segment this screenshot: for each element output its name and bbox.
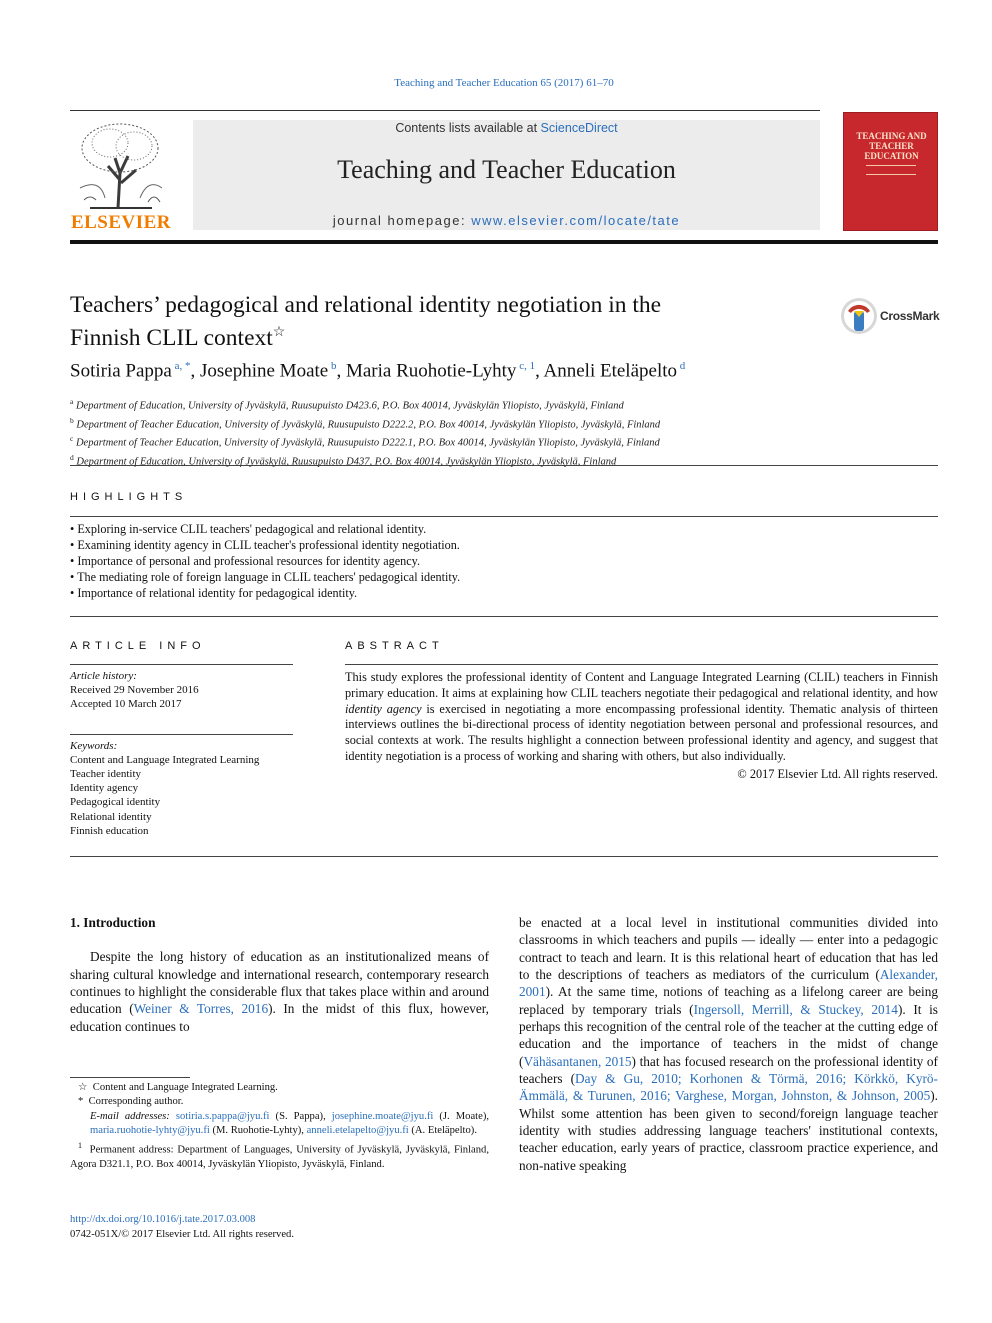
author-name[interactable]: Sotiria Pappa <box>70 360 172 382</box>
highlights-heading: HIGHLIGHTS <box>70 491 188 503</box>
issn-copyright: 0742-051X/© 2017 Elsevier Ltd. All rights reserved. <box>70 1229 295 1240</box>
homepage-prefix: journal homepage: <box>332 213 472 228</box>
author-list: Sotiria Pappa $^{a, *}$, Josephine Moate $^b$, Maria Ruohotie-Lyhty $^{c, 1}$, Anneli Eteläpelto $^d$ <box>70 360 686 382</box>
crossmark-label: CrossMark <box>880 309 940 323</box>
elsevier-wordmark: ELSEVIER <box>70 212 172 233</box>
article-history <box>70 669 293 712</box>
history-label: Article history: <box>70 670 137 682</box>
homepage-link[interactable]: www.elsevier.com/locate/tate <box>471 213 681 228</box>
footnote-corresponding: * Corresponding author. <box>78 1096 184 1108</box>
doi-link[interactable]: http://dx.doi.org/10.1016/j.tate.2017.03.008 <box>70 1214 256 1225</box>
citation-link[interactable]: Day & Gu, 2010; Korhonen & Törmä, 2016; Körkkö, Kyrö-Ämmälä, & Turunen, 2016; Varghese, Morgan, Johnston, & Johnson, 2005 <box>519 1071 938 1104</box>
affiliation: $^a$ Department of Education, University of Jyväskylä, Ruusupuisto D423.6, P.O. Box 40014, Jyväskylän Yliopisto, Jyväskylä, Finland <box>70 397 624 412</box>
doi-block <box>70 1212 294 1242</box>
crossmark-icon <box>840 297 878 335</box>
citation-link[interactable]: Alexander, 2001 <box>519 967 938 1000</box>
footnote-emails: E-mail addresses: sotiria.s.pappa@jyu.fi (S. Pappa), josephine.moate@jyu.fi (J. Moate), maria.ruohotie-lyhty@jyu.fi (M. Ruohotie-Lyhty), anneli.etelapelto@jyu.fi (A. Eteläpelto). <box>90 1110 489 1137</box>
abstract-copyright: © 2017 Elsevier Ltd. All rights reserved. <box>737 766 938 781</box>
footnote-rule <box>70 1077 190 1078</box>
cover-subtitle-lines <box>866 165 916 175</box>
article-title <box>70 291 790 352</box>
title-footnote-star[interactable]: ☆ <box>272 325 286 340</box>
email-link[interactable]: josephine.moate@jyu.fi <box>331 1110 434 1122</box>
divider <box>70 664 293 665</box>
author-name[interactable]: Josephine Moate <box>200 360 329 382</box>
header-thick-rule <box>70 240 938 244</box>
author-sup[interactable]: a, * <box>174 360 191 372</box>
header-top-rule <box>70 110 820 111</box>
highlight-item: • Examining identity agency in CLIL teacher's professional identity negotiation. <box>70 538 460 552</box>
body-left-column <box>70 914 489 1035</box>
divider <box>70 516 938 517</box>
sciencedirect-link[interactable]: ScienceDirect <box>540 121 618 135</box>
footnote-permanent-address: $^1$ Permanent address: Department of Languages, University of Jyväskylä, Jyväskylä, Finland, Agora D321.1, P.O. Box 40014, Jyväskylän Yliopisto, Jyväskylä, Finland. <box>70 1140 489 1170</box>
highlight-item: • Exploring in-service CLIL teachers' pedagogical and relational identity. <box>70 522 427 536</box>
divider <box>70 465 938 466</box>
article-info-heading: ARTICLE INFO <box>70 640 206 652</box>
abstract-heading: ABSTRACT <box>345 640 444 652</box>
citation-link[interactable]: Weiner & Torres, 2016 <box>133 1001 269 1017</box>
divider <box>345 664 938 665</box>
divider <box>70 734 293 735</box>
author-sup[interactable]: c, 1 <box>519 360 536 372</box>
article-info-column <box>70 640 293 838</box>
keyword: Teacher identity <box>70 768 142 781</box>
keyword: Content and Language Integrated Learning <box>70 753 260 766</box>
journal-citation-link[interactable]: Teaching and Teacher Education 65 (2017) 61–70 <box>394 77 614 89</box>
author-sup[interactable]: d <box>679 360 686 372</box>
journal-title: Teaching and Teacher Education <box>337 155 676 184</box>
abstract-column <box>345 640 938 783</box>
citation-link[interactable]: Ingersoll, Merrill, & Stuckey, 2014 <box>693 1001 898 1017</box>
cover-title: TEACHING AND TEACHER EDUCATION <box>856 131 927 161</box>
highlights-list <box>70 521 938 601</box>
keyword: Pedagogical identity <box>70 796 161 809</box>
section-heading: 1. Introduction <box>70 915 156 930</box>
abstract-text: This study explores the professional identity of Content and Language Integrated Learning (CLIL) teachers in Finnish primary education. It aims at explaining how CLIL teachers negotiate their pedagogical and relational identity, and how identity agency is exercised in negotiating a more encompassing professional identity. Thematic analysis of thirteen interviews outlines the bi-directional process of identity negotiation between personal and professional resources, and social contexts at work. The results highlight a connection between professional identity and agency, and suggest that identity negotiation is a process of working and sharing with others, but also individually. <box>345 670 938 763</box>
affiliation: $^d$ Department of Education, University of Jyväskylä, Ruusupuisto D437, P.O. Box 40014, Jyväskylän Yliopisto, Jyväskylä, Finland <box>70 452 617 467</box>
contents-available-line <box>193 121 820 135</box>
body-paragraph: Despite the long history of education as an institutionalized means of sharing cultural knowledge and international research, contemporary research continues to highlight the considerable flux that takes place within and around education (Weiner & Torres, 2016). In the midst of this flux, however, education continues to <box>70 949 490 1034</box>
email-link[interactable]: maria.ruohotie-lyhty@jyu.fi <box>90 1125 210 1137</box>
highlight-item: • The mediating role of foreign language in CLIL teachers' pedagogical identity. <box>70 570 461 584</box>
contents-prefix: Contents lists available at <box>395 121 541 135</box>
accepted-date: Accepted 10 March 2017 <box>70 698 182 711</box>
journal-homepage-line <box>193 213 820 228</box>
affiliation: $^c$ Department of Teacher Education, University of Jyväskylä, Ruusupuisto D222.1, P.O. Box 40014, Jyväskylän Yliopisto, Jyväskylä, Finland <box>70 434 660 449</box>
article-title-line-1: Teachers’ pedagogical and relational identity negotiation in the <box>70 292 662 318</box>
crossmark-badge[interactable] <box>840 297 950 335</box>
citation-link[interactable]: Vähäsantanen, 2015 <box>523 1053 632 1069</box>
body-right-column <box>519 914 938 1174</box>
body-paragraph: be enacted at a local level in institutional communities divided into classrooms in which teachers and pupils — ideally — enter into a pedagogic contract to teach and learn. It is this relational heart of education that has led to the descriptions of teachers as mediators of the curriculum (Alexander, 2001). At the same time, notions of teaching as a lifelong career are being replaced by temporary trials (Ingersoll, Merrill, & Stuckey, 2014). It is perhaps this recognition of the central role of the teacher at the cutting edge of education and the importance of teachers in the midst of change (Vähäsantanen, 2015) that has focused research on the professional identity of teachers (Day & Gu, 2010; Korhonen & Törmä, 2016; Körkkö, Kyrö-Ämmälä, & Turunen, 2016; Varghese, Morgan, Johnston, & Johnson, 2005). Whilst some attention has been given to second/foreign language teacher identity with studies addressing language teachers' institutional contexts, teacher education, early years of practice, classroom practice experience, and non-native speaking <box>519 915 938 1173</box>
email-link[interactable]: sotiria.s.pappa@jyu.fi <box>175 1110 270 1122</box>
highlight-item: • Importance of personal and professional resources for identity agency. <box>70 554 421 568</box>
affiliations <box>70 395 938 469</box>
keyword: Finnish education <box>70 824 149 837</box>
article-title-line-2 <box>70 319 790 352</box>
affiliation: $^b$ Department of Teacher Education, University of Jyväskylä, Ruusupuisto D222.2, P.O. Box 40014, Jyväskylän Yliopisto, Jyväskylä, Finland <box>70 415 661 430</box>
article-title-text-2: Finnish CLIL context <box>70 324 273 351</box>
highlight-item: • Importance of relational identity for pedagogical identity. <box>70 586 358 600</box>
received-date: Received 29 November 2016 <box>70 684 199 697</box>
author-name[interactable]: Anneli Eteläpelto <box>543 360 678 382</box>
keyword: Identity agency <box>70 782 139 795</box>
footnote-star: ☆ Content and Language Integrated Learning. <box>78 1082 278 1093</box>
keyword: Relational identity <box>70 810 152 823</box>
footnotes <box>70 1081 489 1172</box>
author-name[interactable]: Maria Ruohotie-Lyhty <box>345 360 517 382</box>
keywords <box>70 739 293 838</box>
divider <box>70 616 938 617</box>
keywords-label: Keywords: <box>70 739 118 752</box>
email-link[interactable]: anneli.etelapelto@jyu.fi <box>306 1125 409 1137</box>
author-sup[interactable]: b <box>330 360 337 372</box>
divider <box>70 856 938 857</box>
journal-cover-thumbnail[interactable] <box>843 112 938 231</box>
